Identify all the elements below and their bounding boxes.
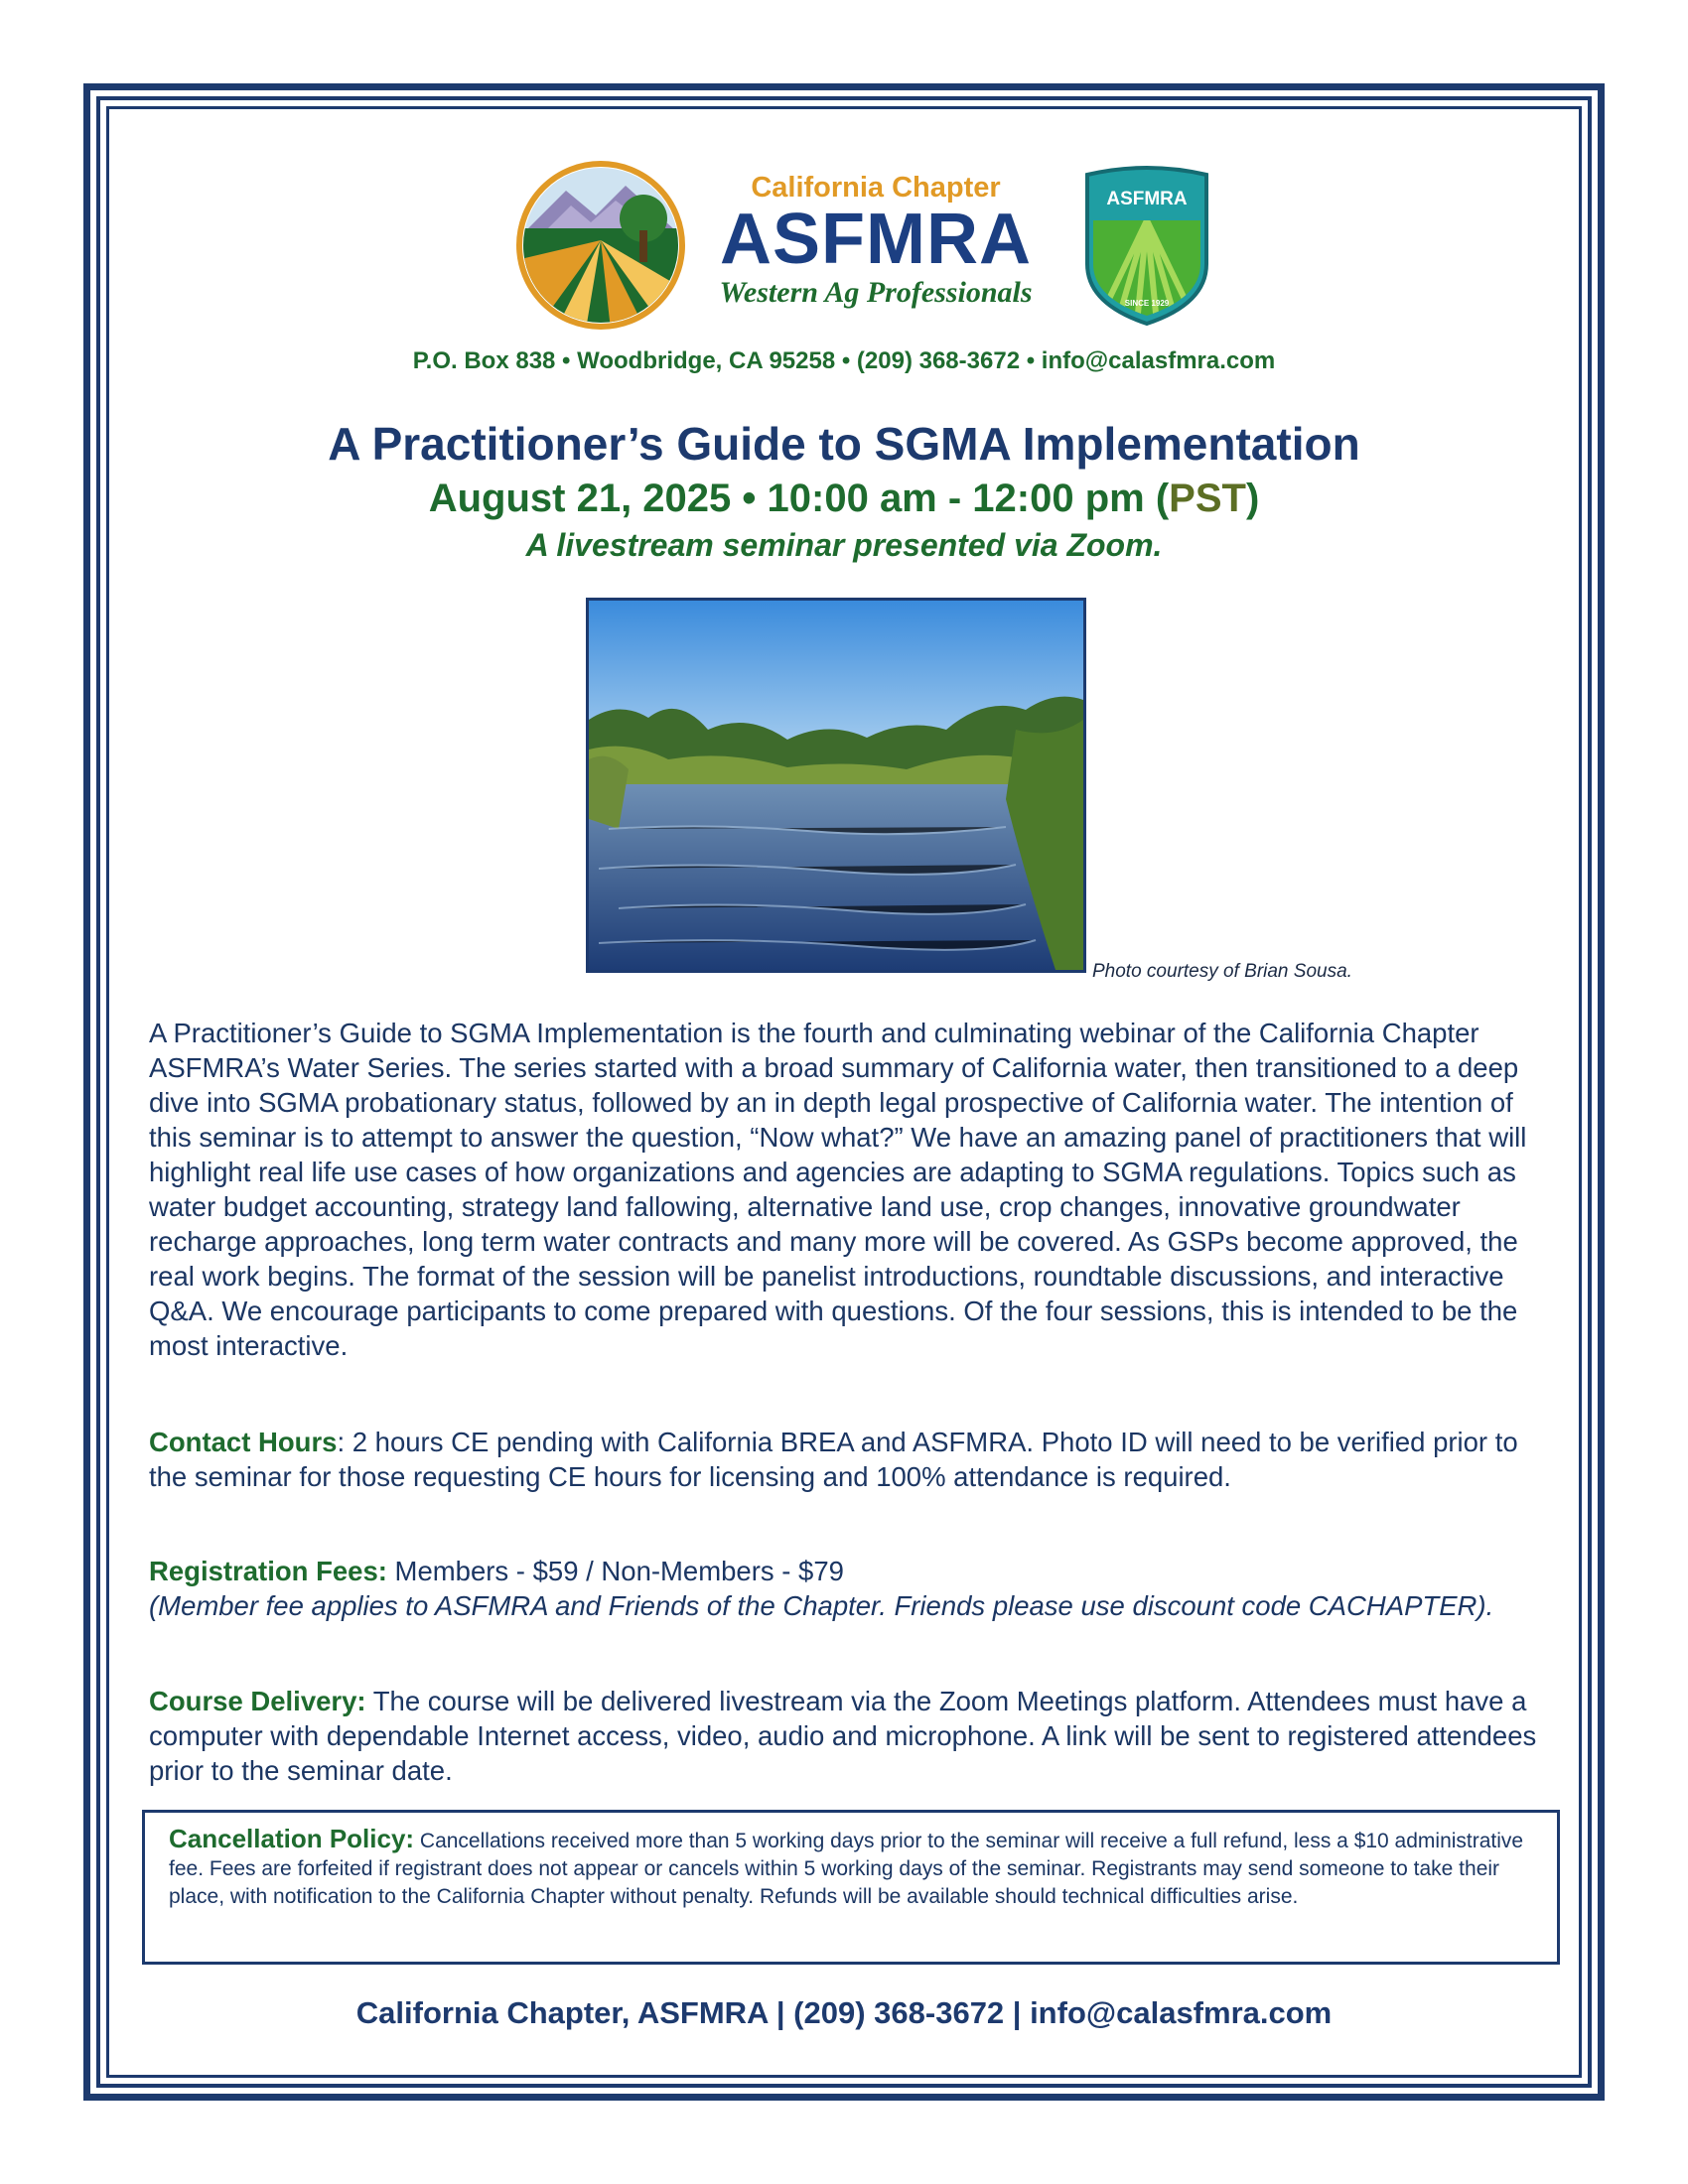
header-logos <box>516 157 1211 328</box>
river-photo <box>586 598 1086 973</box>
event-date-time-text: August 21, 2025 • 10:00 am - 12:00 pm ( <box>428 477 1170 520</box>
contact-address-line: P.O. Box 838 • Woodbridge, CA 95258 • (209) 368-3672 • info@calasfmra.com <box>412 347 1276 374</box>
event-datetime-close: ) <box>1245 477 1260 520</box>
svg-text:ASFMRA: ASFMRA <box>1106 189 1188 209</box>
contact-hours-label: Contact Hours <box>149 1427 338 1457</box>
photo-credit: Photo courtesy of Brian Sousa. <box>1092 961 1352 982</box>
asfmra-shield-logo-icon <box>1077 165 1216 328</box>
course-delivery-label: Course Delivery: <box>149 1686 366 1716</box>
contact-hours-section <box>149 1425 1549 1494</box>
course-delivery-section <box>149 1684 1549 1788</box>
logo-wordmark <box>697 171 1055 312</box>
course-delivery-text: The course will be delivered livestream via the Zoom Meetings platform. Attendees must have a computer with dependable Internet access, video, audio and microphone. A link will be sent to registered attendees prior to the seminar date. <box>149 1686 1537 1786</box>
event-title: A Practitioner’s Guide to SGMA Implementation <box>328 418 1360 470</box>
registration-fees-section <box>149 1554 1549 1623</box>
logo-brand-text: ASFMRA <box>720 200 1032 279</box>
logo-chapter-text: California Chapter <box>751 172 1001 204</box>
footer-contact: California Chapter, ASFMRA | (209) 368-3672 | info@calasfmra.com <box>355 1995 1333 2030</box>
intro-paragraph: A Practitioner’s Guide to SGMA Implementation is the fourth and culminating webinar of the California Chapter ASFMRA’s Water Series. The series started with a broad summary of California water, then transitioned to a deep dive into SGMA probationary status, followed by an in depth legal prospective of California water. The intention of this seminar is to attempt to answer the question, “Now what?” We have an amazing panel of practitioners that will highlight real life use cases of how organizations and agencies are adapting to SGMA regulations. Topics such as water budget accounting, strategy land fallowing, alternative land use, crop changes, innovative groundwater recharge approaches, long term water contracts and many more will be covered. As GSPs become approved, the real work begins. The format of the session will be panelist introductions, roundtable discussions, and interactive Q&A. We encourage participants to come prepared with questions. Of the four sessions, this is intended to be the most interactive. <box>149 1018 1527 1361</box>
event-timezone: PST <box>1169 477 1246 520</box>
registration-fees-label: Registration Fees: <box>149 1556 387 1586</box>
cancellation-policy-label: Cancellation Policy: <box>169 1824 415 1853</box>
cancellation-policy-box <box>142 1810 1560 1965</box>
logo-tagline: Western Ag Professionals <box>719 276 1033 309</box>
svg-text:SINCE 1929: SINCE 1929 <box>1124 299 1170 308</box>
cancellation-policy-text: Cancellations received more than 5 working days prior to the seminar will receive a full refund, less a $10 administrative fee. Fees are forfeited if registrant does not appear or cancels within 5 working days of the seminar. Registrants may send someone to take their place, with notification to the California Chapter without penalty. Refunds will be available should technical difficulties arise. <box>169 1830 1524 1908</box>
event-datetime <box>149 475 1539 522</box>
event-subtitle: A livestream seminar presented via Zoom. <box>525 527 1163 563</box>
california-chapter-logo-icon <box>516 161 685 330</box>
contact-hours-text: : 2 hours CE pending with California BREA and ASFMRA. Photo ID will need to be verified prior to the seminar for those requesting CE hours for licensing and 100% attendance is required. <box>149 1427 1518 1492</box>
registration-fees-note: (Member fee applies to ASFMRA and Friends of the Chapter. Friends please use discount code CACHAPTER). <box>149 1590 1494 1621</box>
registration-fees-text: Members - $59 / Non-Members - $79 <box>386 1556 844 1586</box>
